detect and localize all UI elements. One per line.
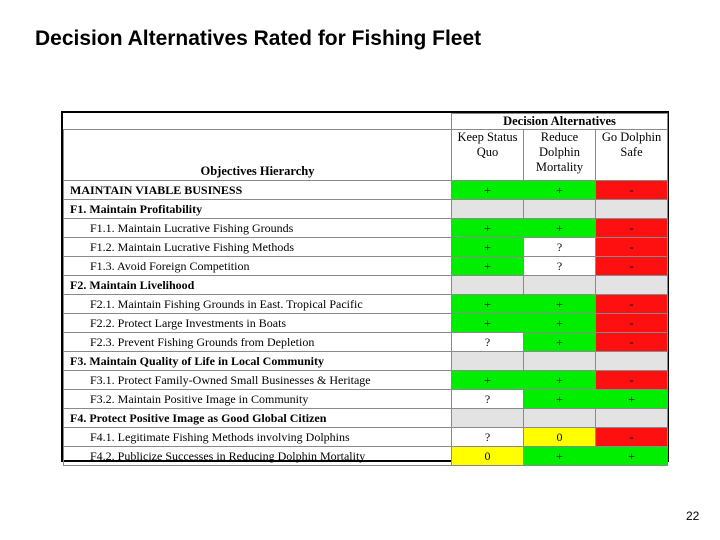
rating-cell-reduce-dolphin-mortality <box>524 276 596 295</box>
sub-objective-label: F2.2. Protect Large Investments in Boats <box>64 314 452 333</box>
rating-cell-reduce-dolphin-mortality: ? <box>524 238 596 257</box>
rating-cell-reduce-dolphin-mortality: + <box>524 390 596 409</box>
slide-title: Decision Alternatives Rated for Fishing Fleet <box>35 27 482 50</box>
header-spacer <box>64 114 452 130</box>
rating-cell-go-dolphin-safe: - <box>596 238 668 257</box>
table-row <box>64 276 668 295</box>
rating-cell-go-dolphin-safe: - <box>596 257 668 276</box>
table-row <box>64 428 668 447</box>
rating-cell-keep-status-quo: ? <box>452 428 524 447</box>
table-row <box>64 238 668 257</box>
rating-cell-keep-status-quo: + <box>452 371 524 390</box>
objective-label: F2. Maintain Livelihood <box>64 276 452 295</box>
alternative-header-reduce-dolphin-mortality: Reduce Dolphin Mortality <box>524 130 596 181</box>
sub-objective-label: F1.2. Maintain Lucrative Fishing Methods <box>64 238 452 257</box>
table-row <box>64 200 668 219</box>
rating-cell-reduce-dolphin-mortality <box>524 409 596 428</box>
rating-cell-keep-status-quo: ? <box>452 390 524 409</box>
table-row <box>64 295 668 314</box>
sub-objective-label: F1.3. Avoid Foreign Competition <box>64 257 452 276</box>
rating-cell-keep-status-quo: + <box>452 295 524 314</box>
rating-cell-reduce-dolphin-mortality: + <box>524 181 596 200</box>
objective-label: F1. Maintain Profitability <box>64 200 452 219</box>
table-row <box>64 181 668 200</box>
sub-objective-label: F3.2. Maintain Positive Image in Community <box>64 390 452 409</box>
rating-cell-keep-status-quo: + <box>452 314 524 333</box>
rating-cell-reduce-dolphin-mortality: + <box>524 371 596 390</box>
table-row <box>64 409 668 428</box>
table-row <box>64 257 668 276</box>
rating-cell-keep-status-quo <box>452 276 524 295</box>
table-row <box>64 219 668 238</box>
table-row <box>64 352 668 371</box>
rating-cell-go-dolphin-safe: - <box>596 219 668 238</box>
table-row <box>64 371 668 390</box>
sub-objective-label: F4.2. Publicize Successes in Reducing Dolphin Mortality <box>64 447 452 466</box>
rating-cell-go-dolphin-safe <box>596 409 668 428</box>
decision-table-frame <box>61 111 669 462</box>
rating-cell-keep-status-quo <box>452 409 524 428</box>
rating-cell-reduce-dolphin-mortality: + <box>524 314 596 333</box>
rating-cell-reduce-dolphin-mortality: + <box>524 219 596 238</box>
rating-cell-keep-status-quo: ? <box>452 333 524 352</box>
rating-cell-keep-status-quo <box>452 352 524 371</box>
objective-label: MAINTAIN VIABLE BUSINESS <box>64 181 452 200</box>
sub-objective-label: F3.1. Protect Family-Owned Small Businesses & Heritage <box>64 371 452 390</box>
objective-label: F3. Maintain Quality of Life in Local Community <box>64 352 452 371</box>
rating-cell-keep-status-quo: + <box>452 238 524 257</box>
rating-cell-reduce-dolphin-mortality: + <box>524 447 596 466</box>
rating-cell-keep-status-quo: + <box>452 219 524 238</box>
rating-cell-keep-status-quo: + <box>452 181 524 200</box>
alternative-header-keep-status-quo: Keep Status Quo <box>452 130 524 181</box>
table-row <box>64 390 668 409</box>
rating-cell-keep-status-quo: + <box>452 257 524 276</box>
alternative-header-go-dolphin-safe: Go Dolphin Safe <box>596 130 668 181</box>
table-row <box>64 447 668 466</box>
rating-cell-go-dolphin-safe: + <box>596 447 668 466</box>
sub-objective-label: F2.3. Prevent Fishing Grounds from Depletion <box>64 333 452 352</box>
rating-cell-reduce-dolphin-mortality: 0 <box>524 428 596 447</box>
rating-cell-go-dolphin-safe: - <box>596 428 668 447</box>
sub-objective-label: F1.1. Maintain Lucrative Fishing Grounds <box>64 219 452 238</box>
sub-objective-label: F4.1. Legitimate Fishing Methods involving Dolphins <box>64 428 452 447</box>
objectives-hierarchy-header: Objectives Hierarchy <box>64 130 452 181</box>
rating-cell-go-dolphin-safe: - <box>596 371 668 390</box>
sub-objective-label: F2.1. Maintain Fishing Grounds in East. Tropical Pacific <box>64 295 452 314</box>
rating-cell-keep-status-quo <box>452 200 524 219</box>
rating-cell-keep-status-quo: 0 <box>452 447 524 466</box>
rating-cell-go-dolphin-safe: - <box>596 314 668 333</box>
page-number: 22 <box>686 509 700 523</box>
rating-cell-reduce-dolphin-mortality: ? <box>524 257 596 276</box>
table-row <box>64 333 668 352</box>
rating-cell-go-dolphin-safe: + <box>596 390 668 409</box>
rating-cell-go-dolphin-safe: - <box>596 295 668 314</box>
rating-cell-reduce-dolphin-mortality <box>524 352 596 371</box>
rating-cell-reduce-dolphin-mortality: + <box>524 333 596 352</box>
rating-cell-go-dolphin-safe: - <box>596 333 668 352</box>
table-row <box>64 314 668 333</box>
rating-cell-go-dolphin-safe <box>596 276 668 295</box>
rating-cell-reduce-dolphin-mortality: + <box>524 295 596 314</box>
decision-alternatives-header: Decision Alternatives <box>452 114 668 130</box>
rating-cell-go-dolphin-safe <box>596 352 668 371</box>
rating-cell-reduce-dolphin-mortality <box>524 200 596 219</box>
rating-cell-go-dolphin-safe <box>596 200 668 219</box>
objective-label: F4. Protect Positive Image as Good Global Citizen <box>64 409 452 428</box>
rating-cell-go-dolphin-safe: - <box>596 181 668 200</box>
decision-alternatives-table <box>63 113 668 466</box>
